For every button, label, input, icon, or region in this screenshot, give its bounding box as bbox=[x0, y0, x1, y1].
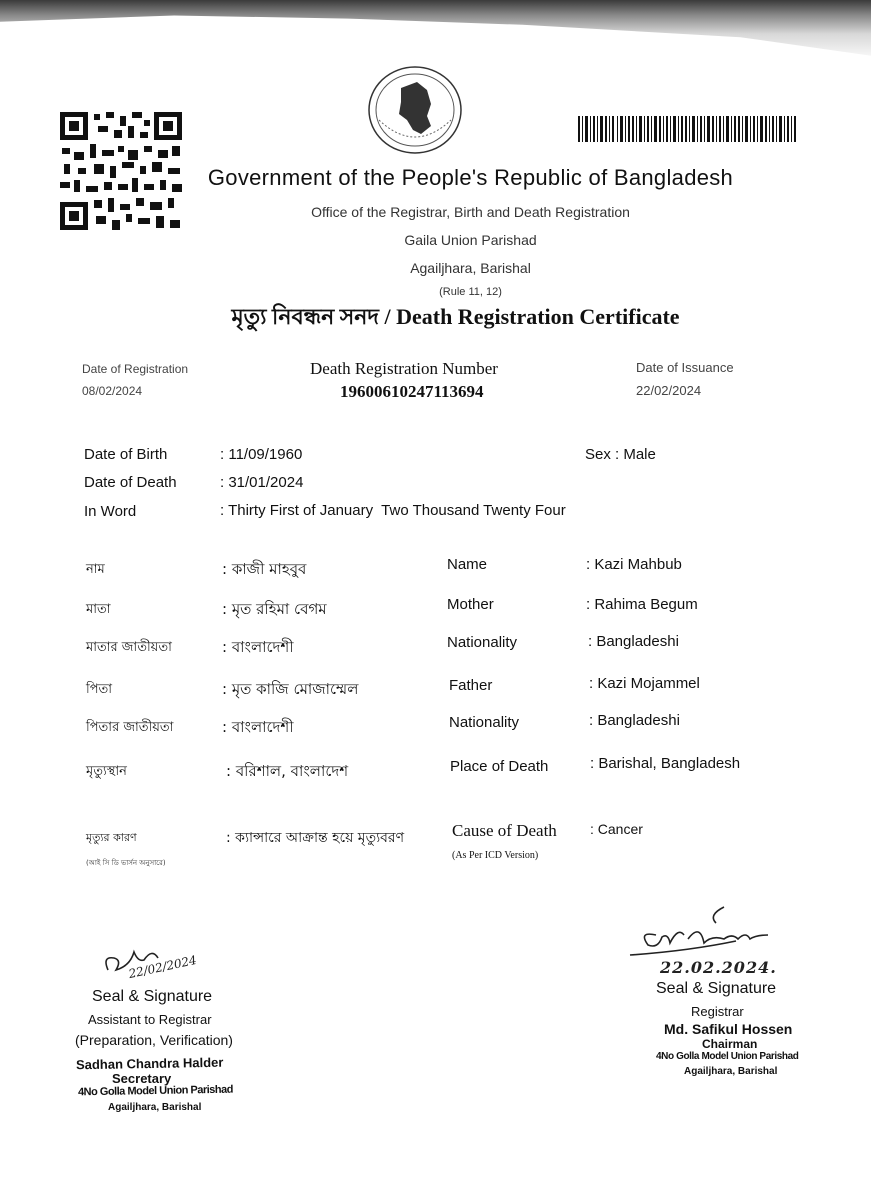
left-role: Assistant to Registrar bbox=[88, 1012, 212, 1027]
registration-date-value: 08/02/2024 bbox=[82, 384, 143, 398]
left-location: Agailjhara, Barishal bbox=[108, 1102, 202, 1113]
bn-value: : বাংলাদেশী bbox=[222, 718, 294, 736]
en-value: : Cancer bbox=[590, 821, 643, 837]
registration-number-value: 19600610247113694 bbox=[340, 382, 484, 401]
government-emblem-icon bbox=[365, 64, 465, 156]
en-label: Father bbox=[449, 677, 493, 694]
bn-label: মৃত্যুর কারণ bbox=[86, 831, 137, 844]
bn-note: (আই সি ডি ভার্সন অনুসারে) bbox=[86, 859, 166, 867]
dob-label: Date of Birth bbox=[84, 446, 168, 463]
office-title: Office of the Registrar, Birth and Death Registration bbox=[311, 204, 630, 220]
en-value: : Bangladeshi bbox=[589, 712, 680, 729]
bn-label: মাতা bbox=[86, 602, 111, 617]
location-name: Agailjhara, Barishal bbox=[410, 260, 531, 276]
en-value: : Kazi Mahbub bbox=[586, 556, 682, 573]
bn-value: : বরিশাল, বাংলাদেশ bbox=[226, 762, 349, 780]
en-note: (As Per ICD Version) bbox=[452, 850, 539, 861]
en-label: Mother bbox=[447, 596, 494, 613]
in-word-label: In Word bbox=[84, 503, 137, 520]
bn-label: পিতা bbox=[86, 682, 113, 697]
right-signature-date: 22.02.2024. bbox=[660, 958, 777, 977]
bn-label: মৃত্যুস্থান bbox=[86, 764, 127, 779]
rule-reference: (Rule 11, 12) bbox=[439, 286, 502, 298]
right-seal-label: Seal & Signature bbox=[656, 980, 777, 997]
registration-number-label: Death Registration Number bbox=[310, 359, 498, 378]
bn-label: মাতার জাতীয়তা bbox=[86, 640, 172, 655]
left-name: Sadhan Chandra Halder bbox=[75, 1054, 224, 1073]
dob-value: : 11/09/1960 bbox=[220, 446, 303, 463]
right-role: Registrar bbox=[691, 1004, 744, 1019]
left-office: 4No Golla Model Union Parishad bbox=[77, 1083, 234, 1099]
left-designation: Secretary bbox=[112, 1071, 172, 1086]
bn-value: : বাংলাদেশী bbox=[222, 638, 294, 656]
bn-value: : কাজী মাহবুব bbox=[222, 560, 307, 578]
dod-value: : 31/01/2024 bbox=[220, 474, 304, 491]
issuance-date-value: 22/02/2024 bbox=[636, 383, 702, 398]
en-value: : Bangladeshi bbox=[588, 633, 679, 650]
left-seal-label: Seal & Signature bbox=[92, 988, 213, 1005]
right-handwritten-signature-icon bbox=[628, 905, 778, 961]
certificate-title: মৃত্যু নিবন্ধন সনদ / Death Registration Certificate bbox=[231, 304, 680, 329]
left-signature-date: 22/02/2024 bbox=[127, 952, 198, 982]
union-name: Gaila Union Parishad bbox=[404, 232, 537, 248]
en-label: Place of Death bbox=[450, 758, 549, 775]
en-value: : Kazi Mojammel bbox=[589, 675, 700, 692]
sex-value: Sex : Male bbox=[585, 446, 656, 463]
right-name: Md. Safikul Hossen bbox=[664, 1021, 793, 1037]
bn-label: পিতার জাতীয়তা bbox=[86, 720, 174, 735]
en-label: Name bbox=[447, 556, 488, 573]
government-title: Government of the People's Republic of Bangladesh bbox=[207, 165, 734, 190]
registration-date-label: Date of Registration bbox=[82, 362, 189, 376]
bn-value: : ক্যান্সারে আক্রান্ত হয়ে মৃত্যুবরণ bbox=[226, 830, 405, 846]
in-word-value: : Thirty First of January Two Thousand Twenty Four bbox=[220, 502, 566, 519]
scan-edge-shadow bbox=[0, 0, 871, 62]
barcode-icon bbox=[578, 116, 796, 142]
issuance-date-label: Date of Issuance bbox=[636, 360, 734, 375]
left-role-detail: (Preparation, Verification) bbox=[75, 1032, 233, 1048]
en-label: Nationality bbox=[447, 634, 518, 651]
en-value: : Barishal, Bangladesh bbox=[590, 755, 741, 772]
en-value: : Rahima Begum bbox=[586, 596, 698, 613]
bn-value: : মৃত কাজি মোজাম্মেল bbox=[222, 680, 359, 698]
bn-label: নাম bbox=[86, 562, 105, 577]
en-label: Nationality bbox=[449, 714, 520, 731]
dod-label: Date of Death bbox=[84, 474, 177, 491]
right-designation: Chairman bbox=[702, 1037, 758, 1051]
en-label: Cause of Death bbox=[452, 821, 557, 840]
right-location: Agailjhara, Barishal bbox=[684, 1066, 778, 1077]
bn-value: : মৃত রহিমা বেগম bbox=[222, 600, 327, 618]
right-office: 4No Golla Model Union Parishad bbox=[656, 1051, 799, 1062]
